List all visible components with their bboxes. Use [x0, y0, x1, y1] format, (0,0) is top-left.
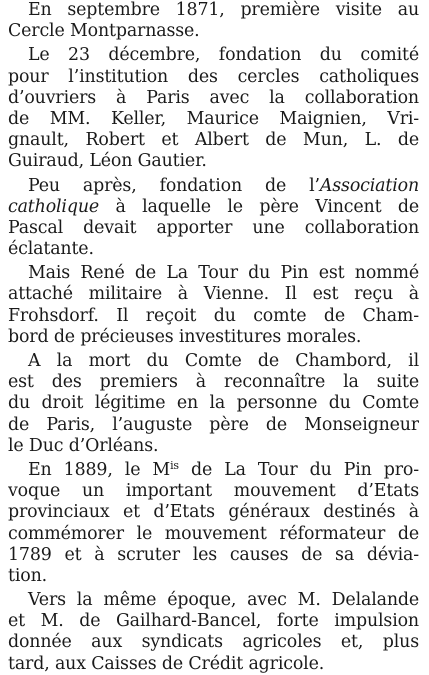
- superscript-abbreviation: is: [170, 459, 179, 472]
- text-line: 1789 et à scruter les causes de sa dévia-: [8, 544, 419, 565]
- text-line: gnault, Robert et Albert de Mun, L. de: [8, 130, 419, 151]
- text-line: bord de précieuses investitures morales.: [8, 326, 362, 347]
- paragraph-6: [8, 460, 419, 587]
- text-line: le Duc d’Orléans.: [8, 435, 159, 456]
- text-line: Guiraud, Léon Gautier.: [8, 151, 207, 172]
- text-line: Pascal devait apporter une collaboration: [8, 217, 419, 238]
- text-line: voque un important mouvement d’Etats: [8, 481, 419, 502]
- paragraph-1: [8, 0, 419, 42]
- text-line: Cercle Montparnasse.: [8, 21, 200, 42]
- text-line: Mais René de La Tour du Pin est nommé: [28, 263, 419, 284]
- text-line: et M. de Gailhard-Bancel, forte impulsion: [8, 611, 419, 632]
- text-line: donnée aux syndicats agricoles et, plus: [8, 632, 419, 653]
- text-line: du droit légitime en la personne du Comte: [8, 393, 419, 414]
- text-line: commémorer le mouvement réformateur de: [8, 523, 419, 544]
- text-run: de La Tour du Pin pro-: [178, 459, 419, 480]
- text-line: tard, aux Caisses de Crédit agricole.: [8, 653, 325, 674]
- text-line: [8, 460, 419, 481]
- text-line: Vers la même époque, avec M. Delalande: [28, 590, 419, 611]
- text-run: Peu après, fondation de l’: [28, 175, 320, 196]
- paragraph-7: [8, 590, 419, 675]
- italic-title: Association: [319, 175, 419, 196]
- text-line: Le 23 décembre, fondation du comité: [28, 45, 419, 66]
- text-run: à laquelle le père Vincent de: [99, 196, 419, 217]
- text-line: d’ouvriers à Paris avec la collaboration: [8, 87, 419, 108]
- text-run: En 1889, le M: [28, 459, 171, 480]
- text-line: attaché militaire à Vienne. Il est reçu à: [8, 284, 419, 305]
- paragraph-2: [8, 45, 419, 172]
- text-line: de Paris, l’auguste père de Monseigneur: [8, 414, 419, 435]
- paragraph-3: [8, 176, 419, 261]
- text-line: est des premiers à reconnaître la suite: [8, 372, 419, 393]
- italic-title: catholique: [8, 196, 100, 217]
- text-line: pour l’institution des cercles catholiques: [8, 66, 419, 87]
- text-line: tion.: [8, 565, 47, 586]
- text-line: de MM. Keller, Maurice Maignien, Vri-: [8, 108, 419, 129]
- paragraph-5: [8, 351, 419, 457]
- text-line: éclatante.: [8, 239, 94, 260]
- text-line: Frohsdorf. Il reçoit du comte de Cham-: [8, 305, 419, 326]
- text-line: provinciaux et d’Etats généraux destinés à: [8, 502, 419, 523]
- text-line: En septembre 1871, première visite au: [28, 0, 419, 20]
- paragraph-4: [8, 263, 419, 348]
- text-line: [8, 176, 419, 197]
- text-line: [8, 197, 419, 218]
- text-line: A la mort du Comte de Chambord, il: [28, 351, 419, 371]
